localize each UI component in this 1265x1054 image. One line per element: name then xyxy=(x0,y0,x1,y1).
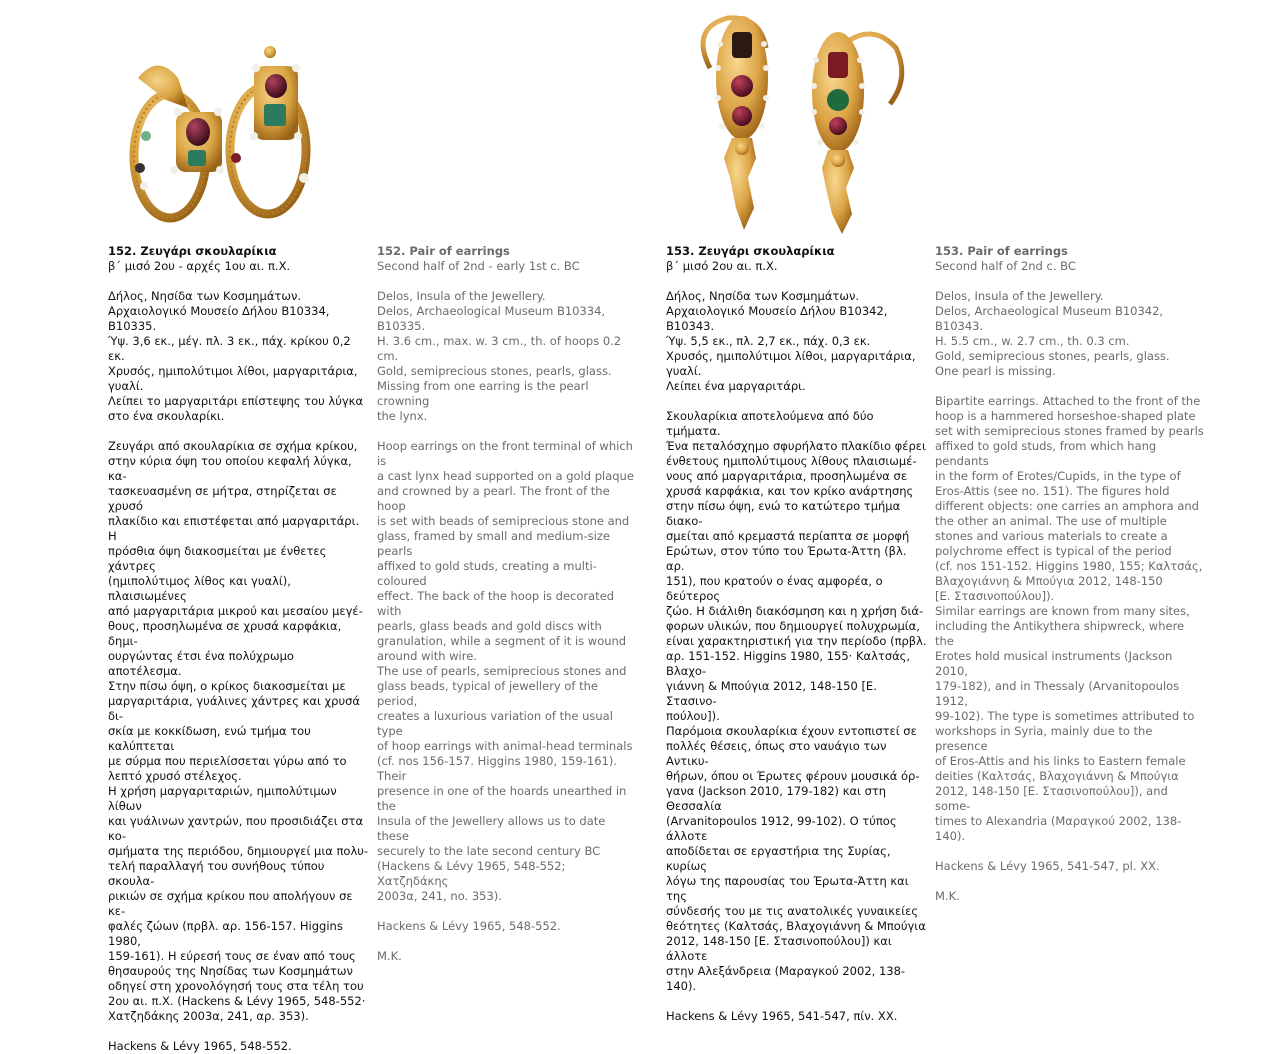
text-line: 159-161). Η εύρεσή τους σε έναν από τους xyxy=(108,949,356,963)
entry-title: 153. Pair of earrings xyxy=(935,244,1068,258)
text-line: different objects: one carries an amphora and xyxy=(935,499,1199,513)
text-line: (Hackens & Lévy 1965, 548-552; Χατζηδάκης xyxy=(377,859,566,888)
text-line: securely to the late second century BC xyxy=(377,844,601,858)
entry-author: M.K. xyxy=(935,889,960,903)
text-line: φαλές ζώων (πρβλ. αρ. 156-157. Higgins 1980, xyxy=(108,919,343,948)
entry-bibliography: Hackens & Lévy 1965, 541-547, pl. XX. xyxy=(935,859,1160,873)
text-line: είναι χαρακτηριστική για την περίοδο (πρβλ. xyxy=(666,634,927,648)
text-line: 2012, 148-150 [Ε. Στασινοπούλου]) και άλλοτε xyxy=(666,934,892,963)
text-line: Gold, semiprecious stones, pearls, glass. xyxy=(935,349,1170,363)
text-line: γανα (Jackson 2010, 179-182) και στη Θεσσαλία xyxy=(666,784,887,813)
text-line: Βλαχογιάννη & Μπούγια 2012, 148-150 xyxy=(935,574,1163,588)
text-line: σύνδεσής του με τις ανατολικές γυναικείες xyxy=(666,904,919,918)
text-line: Η χρήση μαργαριταριών, ημιπολύτιμων λίθων xyxy=(108,784,337,813)
text-line: σμήματα της περιόδου, δημιουργεί μια πολυ- xyxy=(108,844,369,858)
text-line: 2003α, 241, no. 353). xyxy=(377,889,502,903)
text-line: stones and various materials to create a xyxy=(935,529,1168,543)
text-line: και γυάλινων χαντρών, που προσιδιάζει στα κο- xyxy=(108,814,364,843)
text-line: πούλου]). xyxy=(666,709,720,723)
text-line: πολλές θέσεις, όπως στο ναυάγιο των Αντικυ- xyxy=(666,739,887,768)
text-line: glass, framed by small and medium-size pearls xyxy=(377,529,610,558)
text-line: Gold, semiprecious stones, pearls, glass. xyxy=(377,364,612,378)
text-line: (Arvanitopoulos 1912, 99-102). Ο τύπος άλλοτε xyxy=(666,814,897,843)
text-line: Delos, Insula of the Jewellery. xyxy=(377,289,546,303)
text-line: 99-102). The type is sometimes attributed to xyxy=(935,709,1195,723)
text-line: times to Alexandria (Μαραγκού 2002, 138-140). xyxy=(935,814,1182,843)
text-line: Ένα πεταλόσχημο σφυρήλατο πλακίδιο φέρει xyxy=(666,439,926,453)
text-line: Δήλος, Νησίδα των Κοσμημάτων. xyxy=(666,289,860,303)
text-line: Ερώτων, στον τύπο του Έρωτα-Άττη (βλ. αρ. xyxy=(666,544,907,573)
text-line: hoop is a hammered horseshoe-shaped plate xyxy=(935,409,1196,423)
text-line: αρ. 151-152. Higgins 1980, 155· Καλτσάς, Βλαχο- xyxy=(666,649,911,678)
text-line: Χρυσός, ημιπολύτιμοι λίθοι, μαργαριτάρια, γυαλί. xyxy=(666,349,916,378)
text-line: Παρόμοια σκουλαρίκια έχουν εντοπιστεί σε xyxy=(666,724,917,738)
text-line: θησαυρούς της Νησίδας των Κοσμημάτων xyxy=(108,964,353,978)
entry-153-english xyxy=(935,244,1205,904)
text-line: νους από μαργαριτάρια, προσηλωμένα σε xyxy=(666,469,908,483)
entry-152-greek xyxy=(108,244,370,1054)
text-line: granulation, while a segment of it is wound xyxy=(377,634,627,648)
text-line: λεπτό χρυσό στέλεχος. xyxy=(108,769,242,783)
text-line: 2ου αι. π.Χ. (Hackens & Lévy 1965, 548-552· xyxy=(108,994,366,1008)
text-line: Insula of the Jewellery allows us to date these xyxy=(377,814,606,843)
text-line: and crowned by a pearl. The front of the hoop xyxy=(377,484,610,513)
earrings-152-photo xyxy=(118,38,328,238)
text-line: πλακίδιο και επιστέφεται από μαργαριτάρι. Η xyxy=(108,514,360,543)
text-line: of Eros-Attis and his links to Eastern female xyxy=(935,754,1186,768)
entry-author: M.K. xyxy=(377,949,402,963)
text-line: ζώο. Η διάλιθη διακόσμηση και η χρήση διά- xyxy=(666,604,924,618)
entry-title: 153. Ζευγάρι σκουλαρίκια xyxy=(666,244,835,258)
text-line: affixed to gold studs, creating a multi-coloured xyxy=(377,559,597,588)
text-line: ένθετους ημιπολύτιμους λίθους πλαισιωμέ- xyxy=(666,454,917,468)
text-line: Delos, Archaeological Museum B10342, B10343. xyxy=(935,304,1164,333)
text-line: Δήλος, Νησίδα των Κοσμημάτων. xyxy=(108,289,302,303)
text-line: Χατζηδάκης 2003α, 241, αρ. 353). xyxy=(108,1009,309,1023)
entry-title: 152. Pair of earrings xyxy=(377,244,510,258)
text-line: presence in one of the hoards unearthed in the xyxy=(377,784,627,813)
text-line: Ύψ. 5,5 εκ., πλ. 2,7 εκ., πάχ. 0,3 εκ. xyxy=(666,334,871,348)
text-line: including the Antikythera shipwreck, where the xyxy=(935,619,1185,648)
text-line: Λείπει ένα μαργαριτάρι. xyxy=(666,379,806,393)
text-line: Λείπει το μαργαριτάρι επίστεψης του λύγκα xyxy=(108,394,364,408)
text-line: από μαργαριτάρια μικρού και μεσαίου μεγέ- xyxy=(108,604,363,618)
earrings-153-photo xyxy=(670,8,920,240)
entry-meta xyxy=(377,289,639,424)
text-line: στην πίσω όψη, ενώ το κατώτερο τμήμα διακο- xyxy=(666,499,901,528)
text-line: γιάννη & Μπούγια 2012, 148-150 [Ε. Στασινο- xyxy=(666,679,877,708)
entry-date: β΄ μισό 2ου αι. π.Χ. xyxy=(666,259,778,273)
text-line: μαργαριτάρια, γυάλινες χάντρες και χρυσά δι- xyxy=(108,694,361,723)
entry-date: Second half of 2nd - early 1st c. BC xyxy=(377,259,580,273)
text-line: Delos, Insula of the Jewellery. xyxy=(935,289,1104,303)
text-line: Bipartite earrings. Attached to the front of the xyxy=(935,394,1201,408)
text-line: στην κύρια όψη του οποίου κεφαλή λύγκα, κα- xyxy=(108,454,352,483)
entry-body xyxy=(666,409,928,994)
text-line: The use of pearls, semiprecious stones and xyxy=(377,664,627,678)
text-line: glass beads, typical of jewellery of the period, xyxy=(377,679,598,708)
entry-body xyxy=(935,394,1205,844)
text-line: a cast lynx head supported on a gold plaque xyxy=(377,469,634,483)
text-line: 2012, 148-150 [Ε. Στασινοπούλου]), and some- xyxy=(935,784,1168,813)
entry-body xyxy=(108,439,370,1024)
text-line: ρικιών σε σχήμα κρίκου που απολήγουν σε κε- xyxy=(108,889,353,918)
text-line: φορων υλικών, που δημιουργεί πολυχρωμία, xyxy=(666,619,920,633)
text-line: 179-182), and in Thessaly (Arvanitopoulos 1912, xyxy=(935,679,1180,708)
text-line: τασκευασμένη σε μήτρα, στηρίζεται σε χρυσό xyxy=(108,484,337,513)
entry-bibliography: Hackens & Lévy 1965, 548-552. xyxy=(108,1039,292,1053)
entry-meta xyxy=(666,289,928,394)
text-line: αποδίδεται σε εργαστήρια της Συρίας, κυρίως xyxy=(666,844,891,873)
entry-meta xyxy=(935,289,1205,379)
text-line: Eros-Attis (see no. 151). The figures hold xyxy=(935,484,1170,498)
text-line: affixed to gold studs, from which hang pendants xyxy=(935,439,1157,468)
entry-date: β΄ μισό 2ου - αρχές 1ου αι. π.Χ. xyxy=(108,259,291,273)
text-line: Ζευγάρι από σκουλαρίκια σε σχήμα κρίκου, xyxy=(108,439,358,453)
text-line: Delos, Archaeological Museum B10334, B10335. xyxy=(377,304,606,333)
text-line: 151), που κρατούν ο ένας αμφορέα, ο δεύτερος xyxy=(666,574,883,603)
text-line: the lynx. xyxy=(377,409,428,423)
text-line: set with semiprecious stones framed by pearls xyxy=(935,424,1204,438)
text-line: workshops in Syria, mainly due to the presence xyxy=(935,724,1153,753)
text-line: H. 5.5 cm., w. 2.7 cm., th. 0.3 cm. xyxy=(935,334,1130,348)
text-line: λόγω της παρουσίας του Έρωτα-Άττη και της xyxy=(666,874,909,903)
text-line: Χρυσός, ημιπολύτιμοι λίθοι, μαργαριτάρια, γυαλί. xyxy=(108,364,358,393)
text-line: χρυσά καρφάκια, και τον κρίκο ανάρτησης xyxy=(666,484,914,498)
text-line: Hoop earrings on the front terminal of which is xyxy=(377,439,633,468)
text-line: creates a luxurious variation of the usual type xyxy=(377,709,613,738)
text-line: θήρων, όπου οι Έρωτες φέρουν μουσικά όρ- xyxy=(666,769,920,783)
text-line: Αρχαιολογικό Μουσείο Δήλου Β10334, Β10335. xyxy=(108,304,330,333)
text-line: effect. The back of the hoop is decorated with xyxy=(377,589,615,618)
text-line: [Ε. Στασινοπούλου]). xyxy=(935,589,1055,603)
text-line: Στην πίσω όψη, ο κρίκος διακοσμείται με xyxy=(108,679,346,693)
text-line: πρόσθια όψη διακοσμείται με ένθετες χάντρες xyxy=(108,544,327,573)
text-line: τελή παραλλαγή του συνήθους τύπου σκουλα- xyxy=(108,859,325,888)
text-line: the other an animal. The use of multiple xyxy=(935,514,1167,528)
text-line: One pearl is missing. xyxy=(935,364,1056,378)
entry-bibliography: Hackens & Lévy 1965, 541-547, πίν. XX. xyxy=(666,1009,898,1023)
entry-152-english xyxy=(377,244,639,964)
text-line: με σύρμα που περιελίσσεται γύρω από το xyxy=(108,754,347,768)
entry-date: Second half of 2nd c. BC xyxy=(935,259,1076,273)
text-line: Similar earrings are known from many sites, xyxy=(935,604,1190,618)
text-line: in the form of Erotes/Cupids, in the type of xyxy=(935,469,1181,483)
text-line: Σκουλαρίκια αποτελούμενα από δύο τμήματα. xyxy=(666,409,874,438)
text-line: H. 3.6 cm., max. w. 3 cm., th. of hoops 0.2 cm. xyxy=(377,334,622,363)
text-line: is set with beads of semiprecious stone and xyxy=(377,514,630,528)
text-line: οδηγεί στη χρονολόγησή τους στα τέλη του xyxy=(108,979,364,993)
text-line: Erotes hold musical instruments (Jackson 2010, xyxy=(935,649,1173,678)
text-line: σμείται από κρεμαστά περίαπτα σε μορφή xyxy=(666,529,910,543)
text-line: στην Αλεξάνδρεια (Μαραγκού 2002, 138-140). xyxy=(666,964,906,993)
text-line: Missing from one earring is the pearl crowning xyxy=(377,379,589,408)
entry-153-greek xyxy=(666,244,928,1024)
text-line: θους, προσηλωμένα σε χρυσά καρφάκια, δημι- xyxy=(108,619,342,648)
text-line: deities (Καλτσάς, Βλαχογιάννη & Μπούγια xyxy=(935,769,1179,783)
text-line: σκία με κοκκίδωση, ενώ τμήμα του καλύπτεται xyxy=(108,724,311,753)
text-line: (ημιπολύτιμος λίθος και γυαλί), πλαισιωμένες xyxy=(108,574,291,603)
text-line: ουργώντας έτσι ένα πολύχρωμο αποτέλεσμα. xyxy=(108,649,294,678)
entry-body xyxy=(377,439,639,904)
text-line: polychrome effect is typical of the period xyxy=(935,544,1172,558)
text-line: (cf. nos 156-157. Higgins 1980, 159-161). Their xyxy=(377,754,618,783)
text-line: στο ένα σκουλαρίκι. xyxy=(108,409,225,423)
entry-meta xyxy=(108,289,370,424)
entry-title: 152. Ζευγάρι σκουλαρίκια xyxy=(108,244,277,258)
text-line: Αρχαιολογικό Μουσείο Δήλου Β10342, Β10343. xyxy=(666,304,888,333)
text-line: pearls, glass beads and gold discs with xyxy=(377,619,602,633)
text-line: around with wire. xyxy=(377,649,477,663)
text-line: of hoop earrings with animal-head terminals xyxy=(377,739,633,753)
text-line: θεότητες (Καλτσάς, Βλαχογιάννη & Μπούγια xyxy=(666,919,926,933)
entry-bibliography: Hackens & Lévy 1965, 548-552. xyxy=(377,919,561,933)
text-line: (cf. nos 151-152. Higgins 1980, 155; Καλτσάς, xyxy=(935,559,1203,573)
text-line: Ύψ. 3,6 εκ., μέγ. πλ. 3 εκ., πάχ. κρίκου 0,2 εκ. xyxy=(108,334,351,363)
